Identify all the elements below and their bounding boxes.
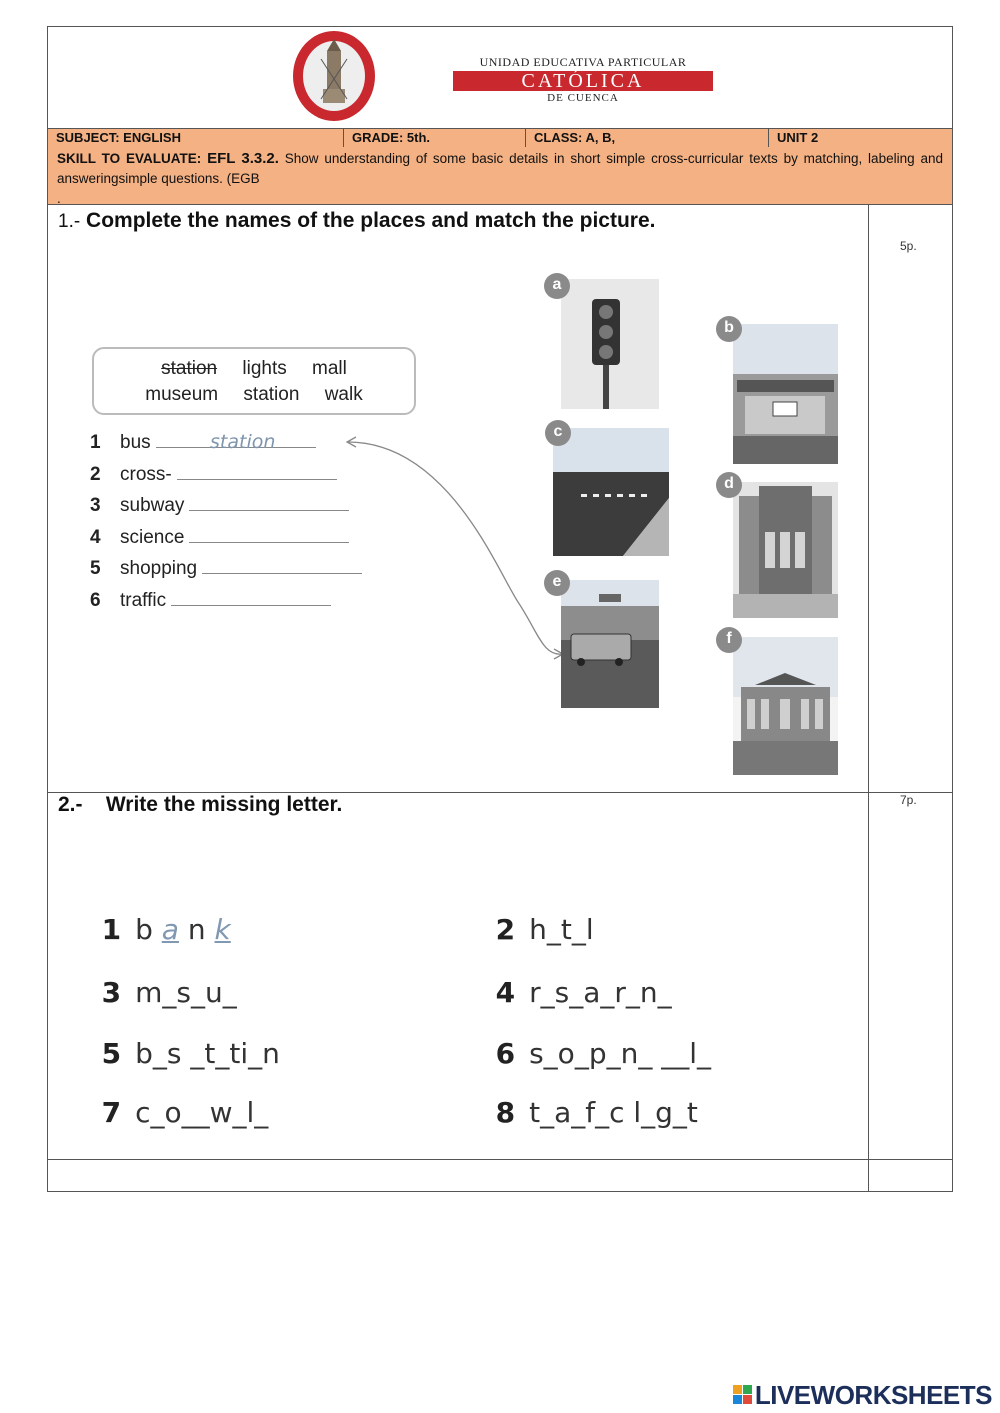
section2-title-text: Write the missing letter.	[105, 793, 343, 816]
item-word: subway	[120, 495, 185, 517]
skill-text: Show understanding of some basic details in short simple cross-curricular texts by matching, labeling and answeringsimple questions. (EGB	[57, 151, 943, 186]
item-word: bus	[120, 432, 151, 453]
answer-blank[interactable]	[189, 524, 349, 543]
section2-title	[58, 793, 342, 817]
match-arrow	[338, 432, 568, 662]
word-box-word: walk	[324, 384, 363, 405]
section2-points: 7p.	[900, 793, 917, 807]
unit-cell: UNIT 2	[777, 130, 819, 145]
place-list	[90, 429, 362, 619]
word-number: 5	[101, 1037, 122, 1070]
item-number: 6	[90, 589, 101, 611]
header	[48, 27, 952, 128]
skill-row	[48, 147, 952, 205]
picture-e	[561, 580, 659, 708]
museum-icon	[733, 637, 838, 775]
school-name	[453, 55, 713, 104]
item-word: science	[120, 526, 185, 548]
info-row	[48, 128, 952, 148]
word-text: b_s _t_ti_n	[135, 1037, 280, 1070]
word-number: 1	[101, 913, 122, 946]
skill-dot: .	[57, 191, 61, 206]
answer-blank[interactable]	[189, 492, 349, 511]
word-box-word: museum	[145, 384, 219, 405]
grade-cell: GRADE: 5th.	[344, 129, 526, 147]
item-number: 3	[90, 495, 101, 517]
list-item	[90, 461, 362, 493]
picture-f	[733, 637, 838, 775]
word-box-word: mall	[312, 358, 347, 379]
word-text: h_t_l	[529, 913, 594, 946]
picture-letter: f	[716, 627, 742, 653]
word-box-word: lights	[242, 358, 287, 379]
word-text: m_s_u_	[135, 976, 237, 1009]
school-line3: DE CUENCA	[547, 92, 619, 104]
section1-title-text: Complete the names of the places and match the picture.	[86, 209, 656, 232]
word-number: 7	[101, 1096, 122, 1129]
picture-letter: e	[544, 570, 570, 596]
school-line1: UNIDAD EDUCATIVA PARTICULAR	[479, 55, 687, 69]
word-letter: b	[135, 913, 153, 946]
class-cell: CLASS: A, B,	[526, 129, 769, 147]
item-word: shopping	[120, 558, 198, 580]
answer-blank[interactable]	[171, 587, 331, 606]
list-item	[90, 555, 362, 587]
section1-title	[58, 209, 656, 233]
list-item	[90, 524, 362, 556]
subject-cell: SUBJECT: ENGLISH	[48, 129, 344, 147]
item-word: cross-	[120, 463, 172, 485]
section1-number: 1.-	[58, 211, 81, 232]
answer-letter[interactable]: k	[214, 913, 231, 946]
crosswalk-icon	[553, 428, 669, 556]
item-number: 4	[90, 526, 101, 548]
word-text: t_a_f_c l_g_t	[529, 1096, 698, 1129]
school-line2: CATÓLICA	[453, 71, 713, 91]
item-word: traffic	[120, 589, 167, 611]
answer-blank[interactable]	[177, 461, 337, 480]
word-number: 2	[495, 913, 516, 946]
picture-b	[733, 324, 838, 464]
liveworksheets-icon	[733, 1383, 753, 1407]
answer-letter[interactable]: a	[161, 913, 179, 946]
skill-code: EFL 3.3.2.	[207, 150, 279, 167]
word-text: c_o__w_l_	[135, 1096, 269, 1129]
item-number: 2	[90, 463, 101, 485]
word-text: s_o_p_n_ __l_	[529, 1037, 712, 1070]
points-column-divider	[868, 205, 869, 1192]
footer-brand: LIVEWORKSHEETS	[754, 1380, 992, 1410]
shopping-mall-icon	[733, 482, 838, 618]
picture-letter: c	[545, 420, 571, 446]
liveworksheets-logo	[733, 1380, 992, 1411]
item-number: 1	[90, 432, 101, 453]
list-item	[90, 587, 362, 619]
picture-a	[561, 279, 659, 409]
missing-letter-word[interactable]	[460, 1063, 698, 1162]
picture-letter: b	[716, 316, 742, 342]
picture-letter: a	[544, 273, 570, 299]
answer-text: station	[210, 431, 276, 453]
missing-letter-word[interactable]	[66, 1063, 268, 1162]
word-text: r_s_a_r_n_	[529, 976, 672, 1009]
word-box-word: station	[243, 384, 300, 405]
word-letter: n	[187, 913, 206, 946]
item-number: 5	[90, 558, 101, 580]
worksheet	[47, 26, 953, 1192]
word-number: 8	[495, 1096, 516, 1129]
word-number: 4	[495, 976, 516, 1009]
picture-c	[553, 428, 669, 556]
school-crest-icon	[291, 29, 377, 123]
subway-entrance-icon	[733, 324, 838, 464]
list-item	[90, 429, 362, 461]
picture-letter: d	[716, 472, 742, 498]
traffic-light-icon	[561, 279, 659, 409]
word-box	[92, 347, 416, 415]
word-box-word: station	[161, 358, 218, 379]
word-number: 3	[101, 976, 122, 1009]
bus-station-icon	[561, 580, 659, 708]
skill-label: SKILL TO EVALUATE:	[57, 151, 202, 166]
section2-number: 2.-	[58, 793, 83, 816]
section1-points: 5p.	[900, 239, 917, 253]
word-number: 6	[495, 1037, 516, 1070]
picture-d	[733, 482, 838, 618]
list-item	[90, 492, 362, 524]
